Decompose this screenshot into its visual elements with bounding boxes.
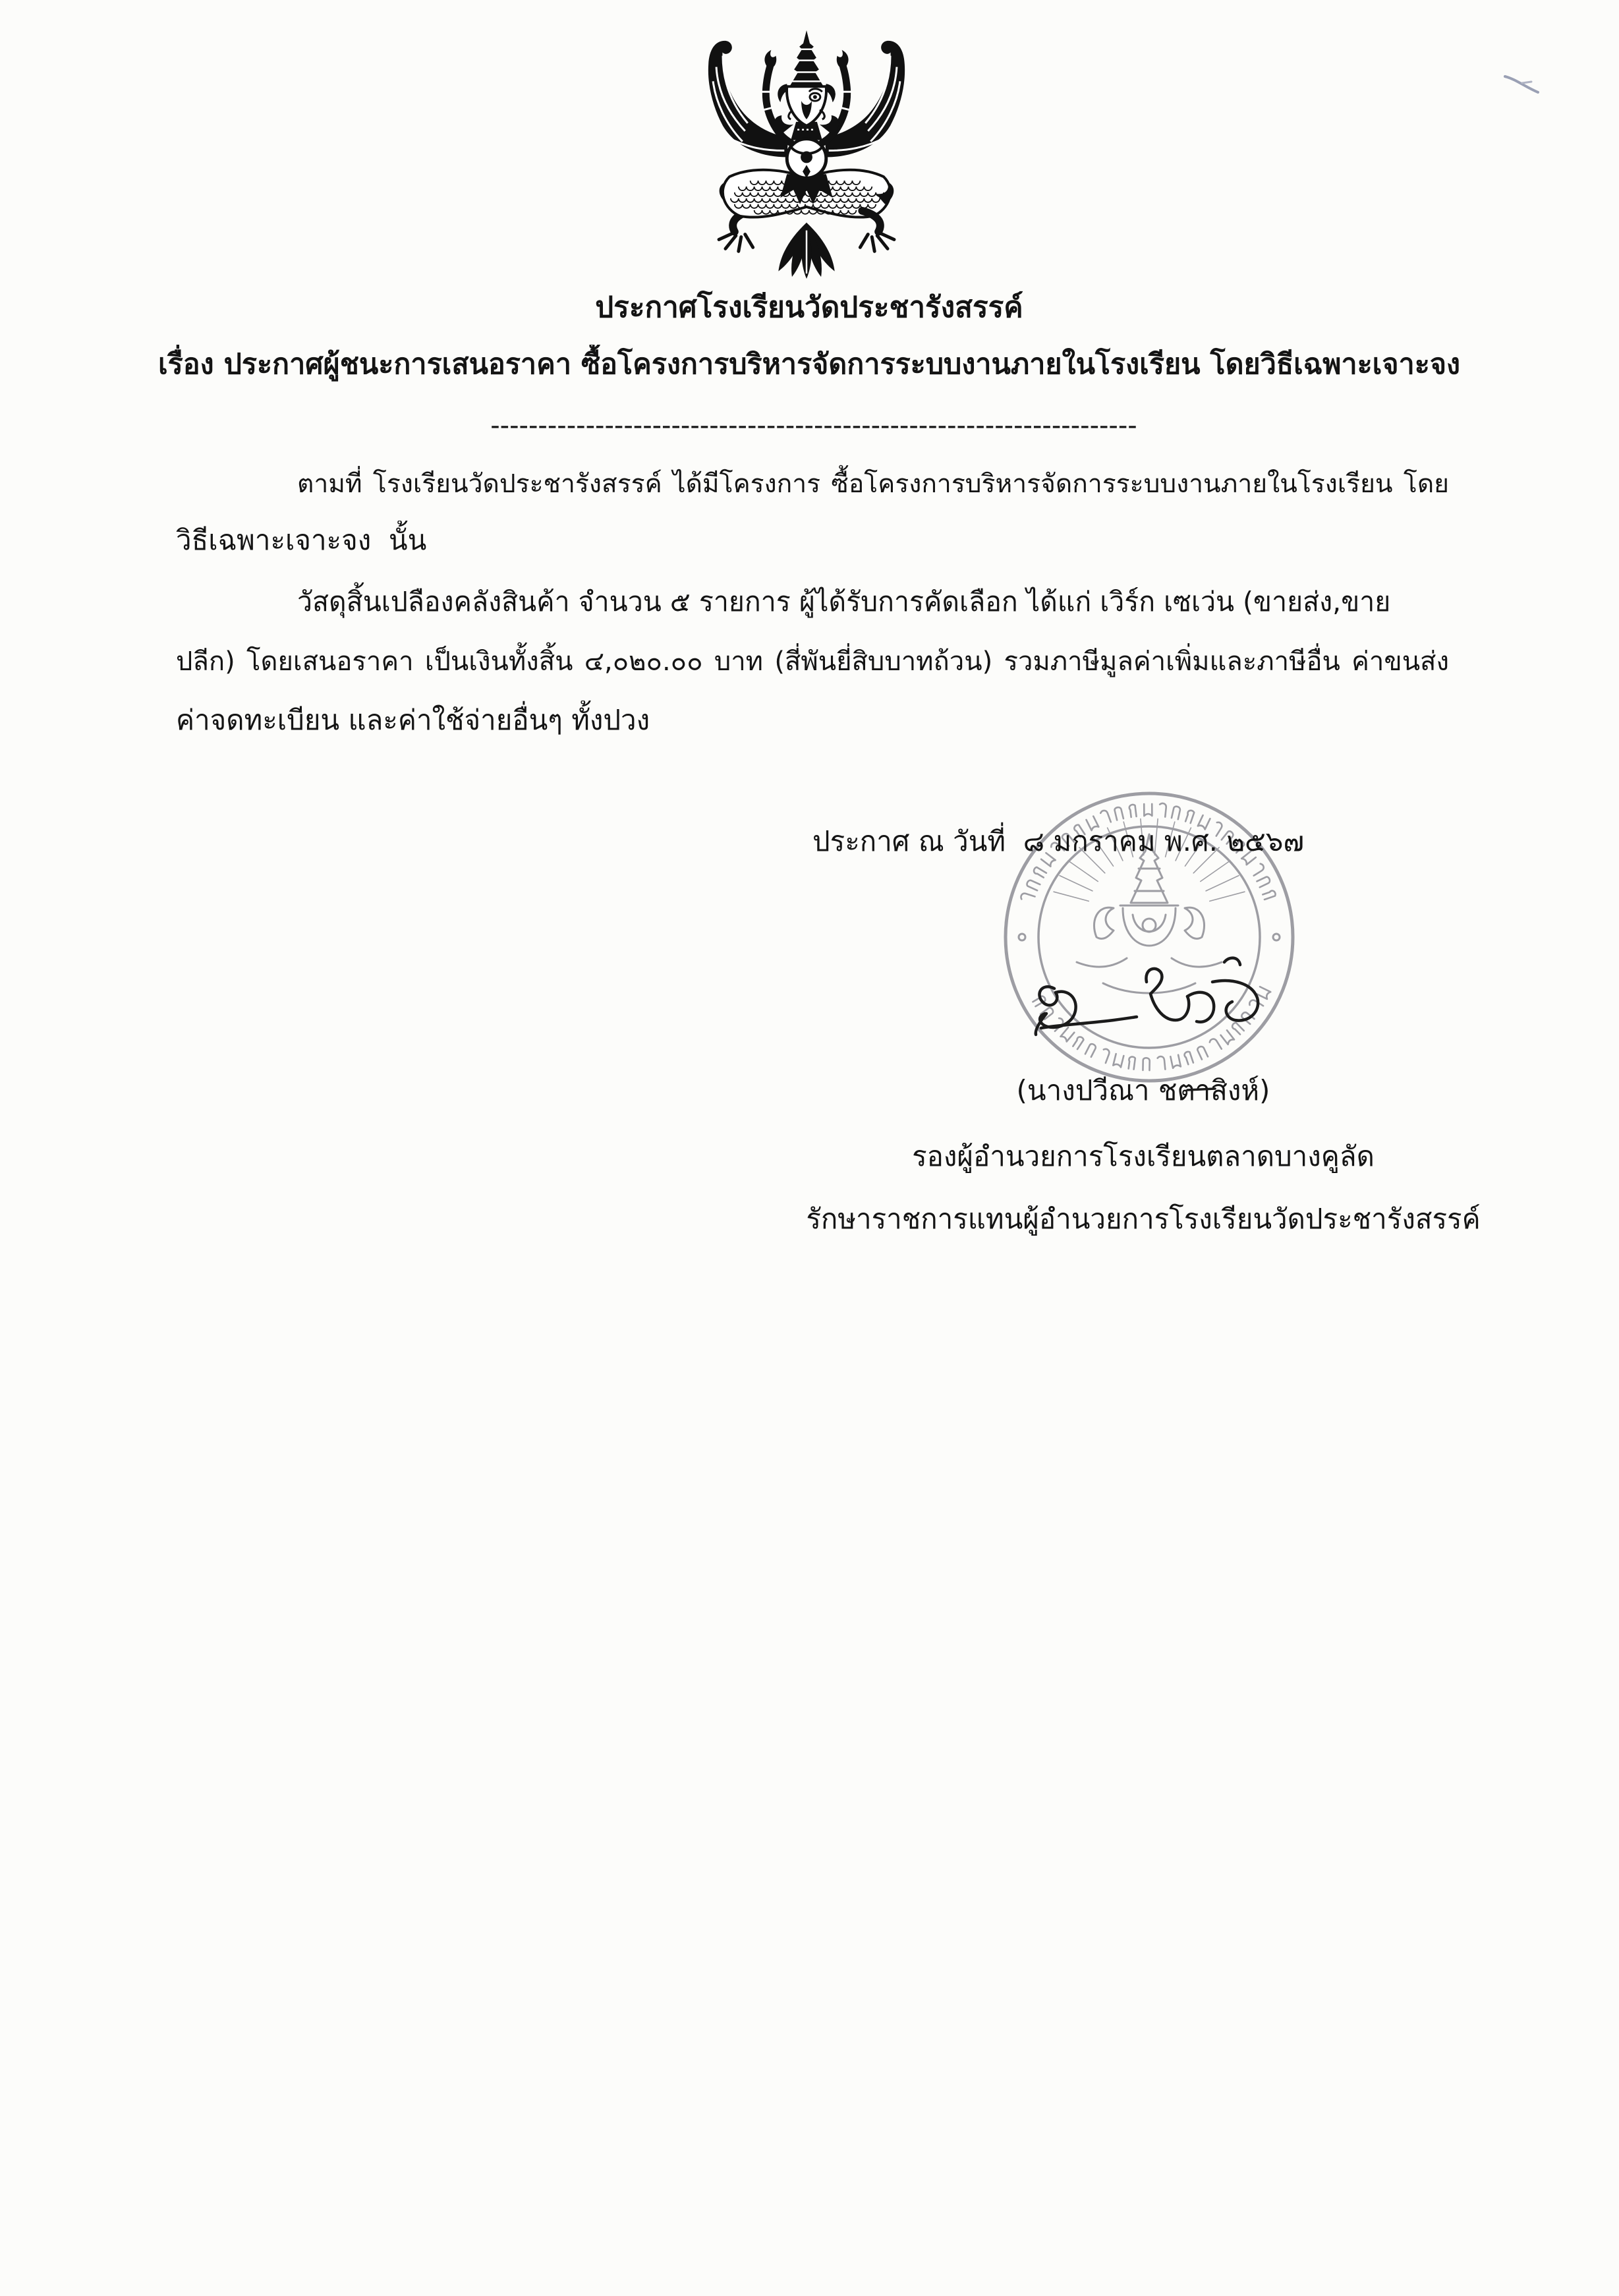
garuda-torso — [787, 122, 826, 178]
signatory-acting-as: รักษาราชการแทนผู้อำนวยการโรงเรียนวัดประชารังสรรค์ — [806, 1203, 1481, 1235]
paragraph-2-line-1: วัสดุสิ้นเปลืองคลังสินค้า จำนวน ๕ รายการ ผู้ได้รับการคัดเลือก ได้แก่ เวิร์ก เซเว่น (ขายส่ง,ขาย — [297, 586, 1391, 617]
announcement-heading: ประกาศโรงเรียนวัดประชารังสรรค์ — [595, 291, 1023, 324]
paragraph-1-line-2: วิธีเฉพาะเจาะจง นั้น — [176, 524, 427, 556]
garuda-emblem — [688, 26, 925, 281]
paragraph-2-line-2: ปลีก) โดยเสนอราคา เป็นเงินทั้งสิ้น ๔,๐๒๐.๐๐ บาท (สี่พันยี่สิบบาทถ้วน) รวมภาษีมูลค่าเพิ่มและภาษีอื่น ค่าขนส่ง — [176, 646, 1449, 677]
announcement-date: ประกาศ ณ วันที่ ๘ มกราคม พ.ศ. ๒๕๖๗ — [812, 825, 1305, 857]
separator-line: -------------------------------------------------------------------- — [490, 411, 1137, 441]
paragraph-2-line-3: ค่าจดทะเบียน และค่าใช้จ่ายอื่นๆ ทั้งปวง — [176, 704, 650, 736]
signatory-position: รองผู้อำนวยการโรงเรียนตลาดบางคูลัด — [912, 1140, 1375, 1172]
signatory-name: (นางปวีณา ชตาสิงห์) — [1016, 1074, 1270, 1106]
scan-mark — [1502, 72, 1542, 99]
announcement-subject: เรื่อง ประกาศผู้ชนะการเสนอราคา ซื้อโครงการบริหารจัดการระบบงานภายในโรงเรียน โดยวิธีเฉพาะเจาะจง — [157, 348, 1461, 381]
paragraph-1-line-1: ตามที่ โรงเรียนวัดประชารังสรรค์ ได้มีโครงการ ซื้อโครงการบริหารจัดการระบบงานภายในโรงเรียน โดย — [297, 469, 1449, 499]
garuda-tail — [774, 220, 839, 279]
handwritten-signature — [1015, 942, 1278, 1114]
garuda-head — [787, 30, 836, 126]
